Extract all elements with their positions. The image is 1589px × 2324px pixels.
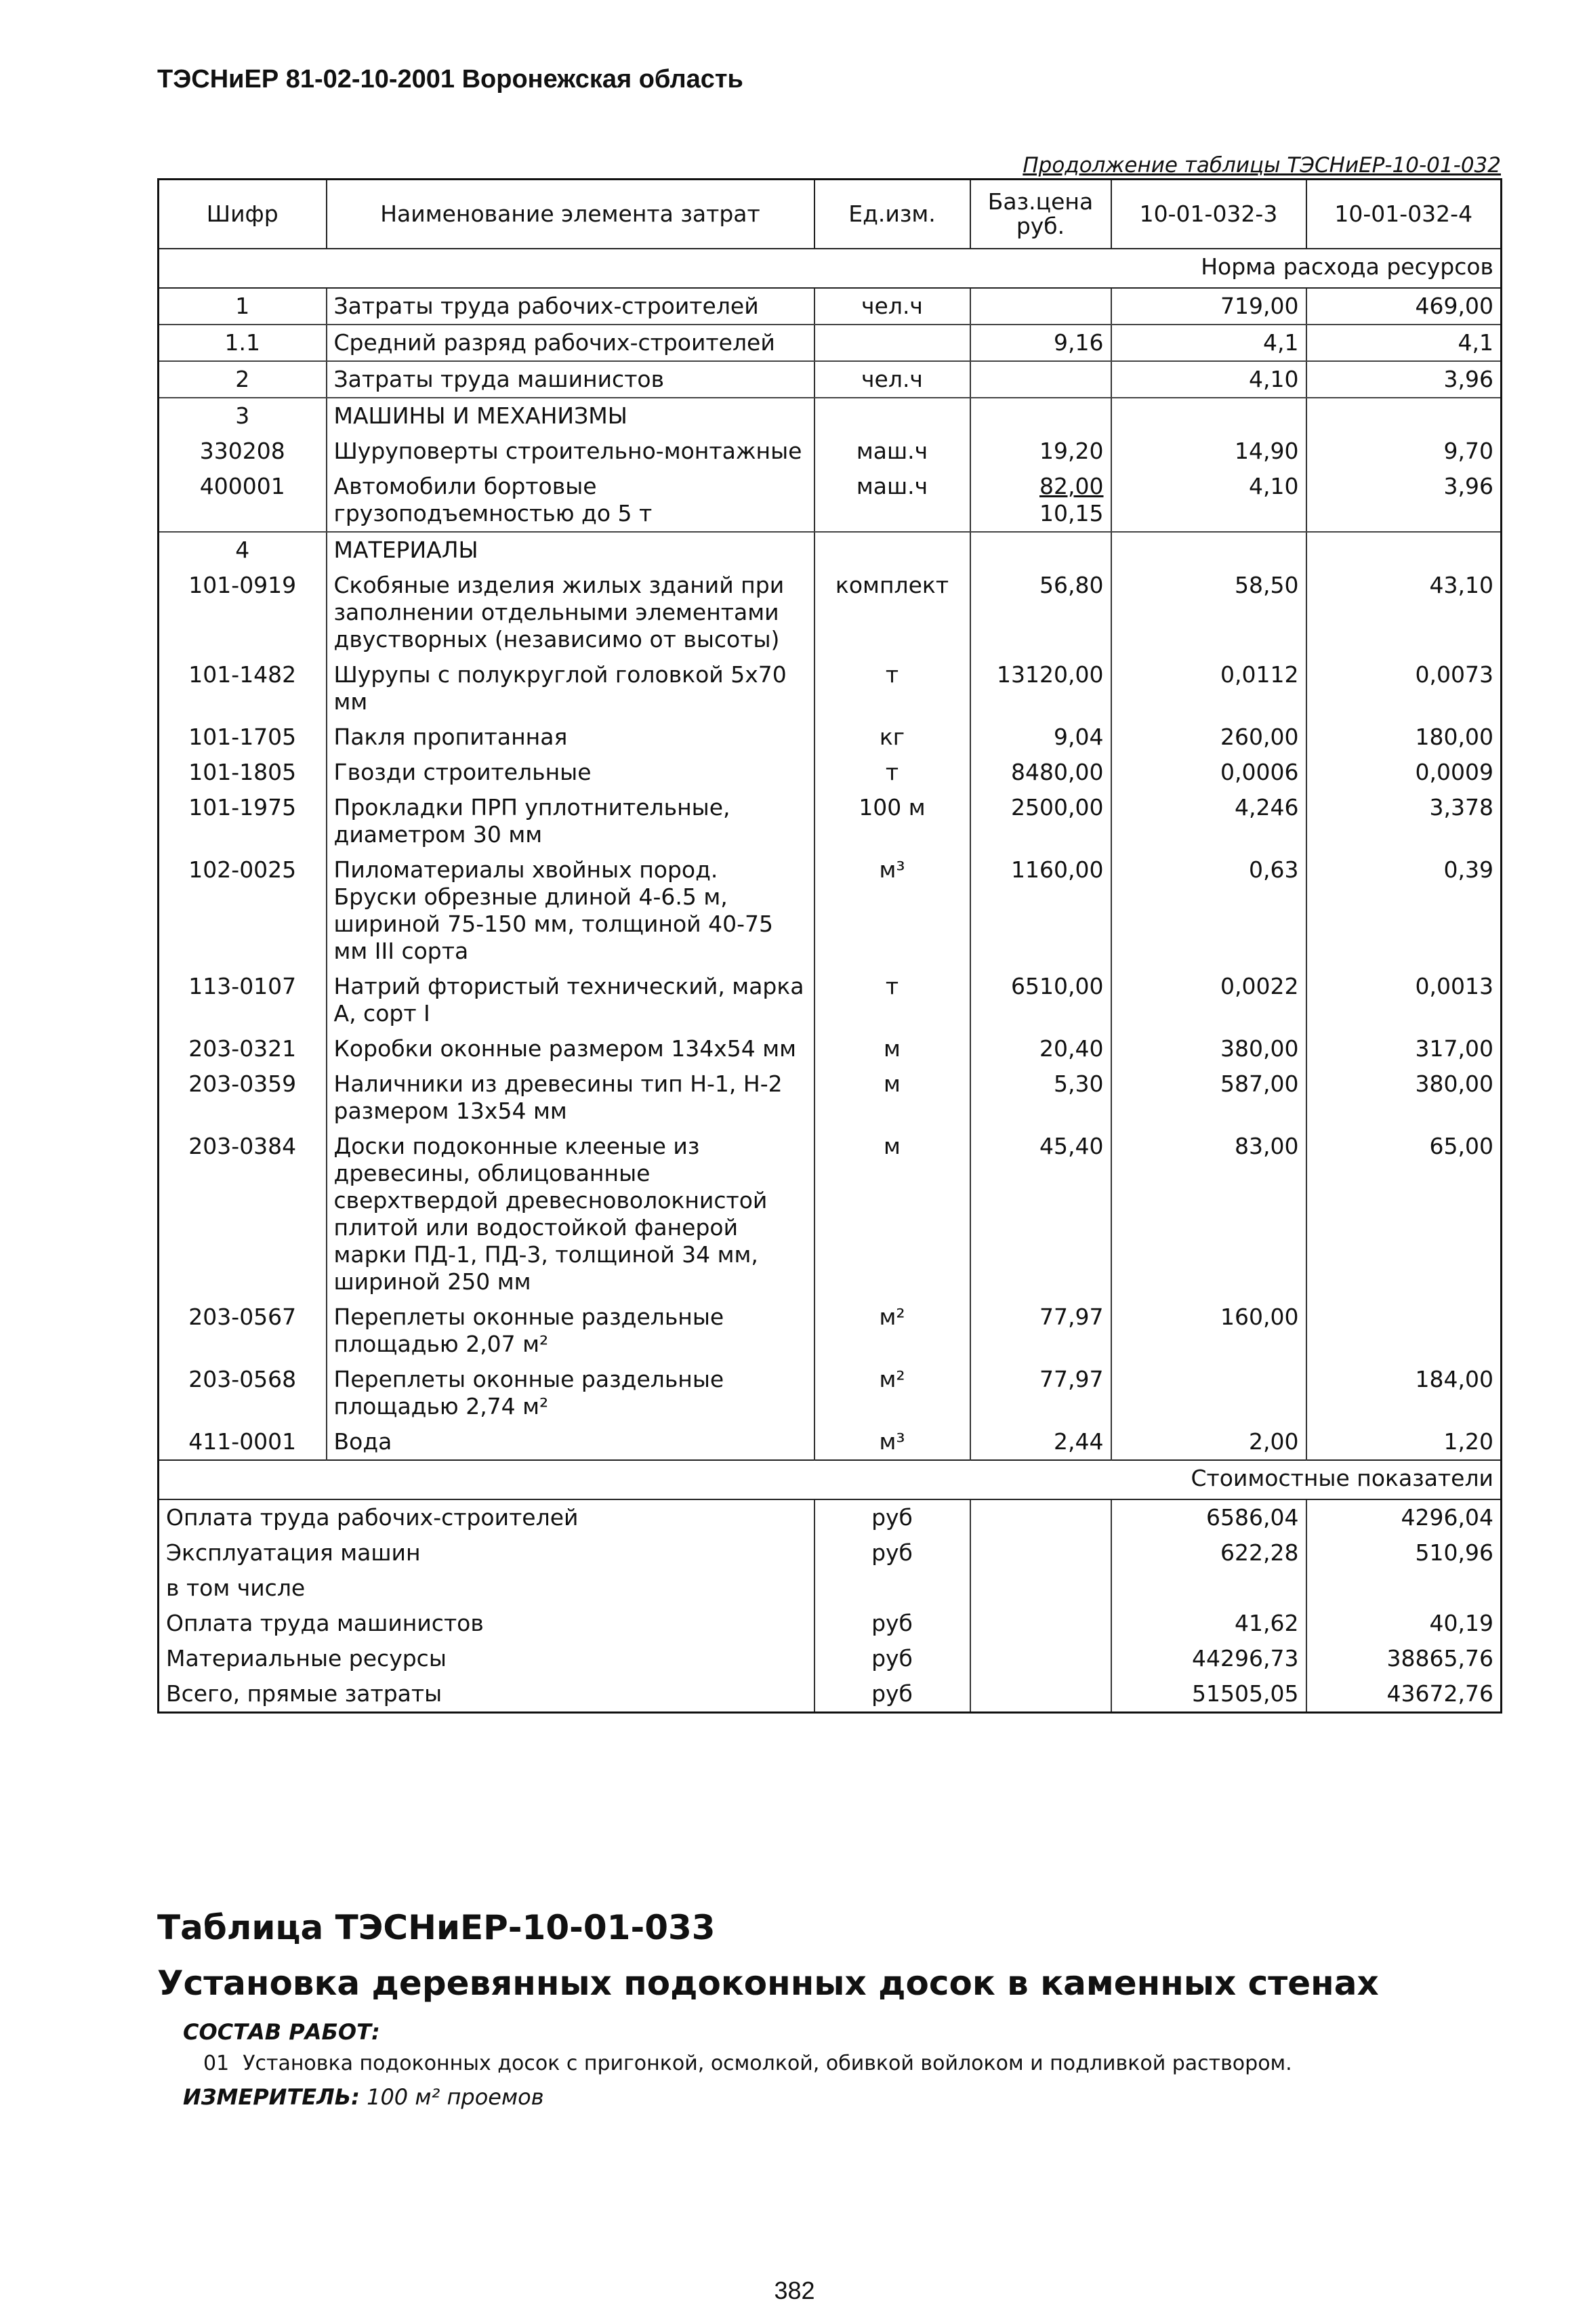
row-value-032-3: 0,0112 (1111, 657, 1306, 720)
row-base-price: 77,97 (970, 1300, 1111, 1362)
row-unit: м³ (814, 1424, 970, 1460)
row-name: Наличники из древесины тип Н-1, Н-2 размером 13х54 мм (327, 1066, 814, 1129)
col-header-code: Шифр (159, 180, 327, 249)
row-unit: кг (814, 720, 970, 755)
row-value-032-4: 9,70 (1306, 434, 1502, 469)
row-value-032-4: 0,0073 (1306, 657, 1502, 720)
row-base-price: 6510,00 (970, 969, 1111, 1031)
work-item-text: Установка подоконных досок с пригонкой, осмолкой, обивкой войлоком и подливкой раствором. (243, 2052, 1292, 2075)
row-code: 102-0025 (159, 852, 327, 969)
total-value-032-3: 44296,73 (1111, 1641, 1306, 1676)
total-unit: руб (814, 1606, 970, 1641)
row-value-032-3: 0,0006 (1111, 755, 1306, 790)
table-row (159, 288, 1502, 325)
total-value-032-3: 622,28 (1111, 1535, 1306, 1571)
row-unit: 100 м (814, 790, 970, 852)
row-value-032-4 (1306, 532, 1502, 568)
row-value-032-4: 184,00 (1306, 1362, 1502, 1424)
row-unit: т (814, 755, 970, 790)
row-unit: м² (814, 1362, 970, 1424)
total-unit: руб (814, 1499, 970, 1535)
row-name: Пакля пропитанная (327, 720, 814, 755)
row-code: 203-0359 (159, 1066, 327, 1129)
table-row (159, 755, 1502, 790)
row-unit: чел.ч (814, 361, 970, 398)
row-name: Переплеты оконные раздельные площадью 2,74 м² (327, 1362, 814, 1424)
total-label: Оплата труда машинистов (159, 1606, 814, 1641)
row-unit: маш.ч (814, 434, 970, 469)
total-value-032-3 (1111, 1571, 1306, 1606)
meter-line (183, 2084, 544, 2110)
row-base-price (970, 469, 1111, 532)
row-value-032-4: 469,00 (1306, 288, 1502, 325)
row-base-price: 1160,00 (970, 852, 1111, 969)
row-code: 101-1805 (159, 755, 327, 790)
row-base-price: 45,40 (970, 1129, 1111, 1300)
table-continuation-note: Продолжение таблицы ТЭСНиЕР-10-01-032 (1023, 153, 1501, 178)
total-row (159, 1606, 1502, 1641)
row-unit: м (814, 1031, 970, 1066)
row-unit: м² (814, 1300, 970, 1362)
row-value-032-3: 58,50 (1111, 568, 1306, 657)
row-value-032-4 (1306, 398, 1502, 434)
row-unit: комплект (814, 568, 970, 657)
table-row (159, 1066, 1502, 1129)
total-value-032-3: 51505,05 (1111, 1676, 1306, 1713)
row-base-price: 77,97 (970, 1362, 1111, 1424)
row-code: 330208 (159, 434, 327, 469)
row-unit: т (814, 657, 970, 720)
row-name: Вода (327, 1424, 814, 1460)
total-unit (814, 1571, 970, 1606)
norm-band-row (159, 249, 1502, 288)
row-unit (814, 325, 970, 361)
table-row (159, 1129, 1502, 1300)
col-header-032-3: 10-01-032-3 (1111, 180, 1306, 249)
col-header-name: Наименование элемента затрат (327, 180, 814, 249)
table-header-row (159, 180, 1502, 249)
row-value-032-4: 3,378 (1306, 790, 1502, 852)
total-empty (970, 1641, 1111, 1676)
total-empty (970, 1606, 1111, 1641)
total-label: Эксплуатация машин (159, 1535, 814, 1571)
row-value-032-4: 0,0009 (1306, 755, 1502, 790)
row-base-price: 56,80 (970, 568, 1111, 657)
row-base-price: 9,04 (970, 720, 1111, 755)
cost-band-row (159, 1460, 1502, 1499)
row-base-price-2: 10,15 (1039, 500, 1104, 526)
total-value-032-4: 38865,76 (1306, 1641, 1502, 1676)
row-base-price: 19,20 (970, 434, 1111, 469)
row-value-032-4: 43,10 (1306, 568, 1502, 657)
row-base-price: 20,40 (970, 1031, 1111, 1066)
total-row (159, 1499, 1502, 1535)
total-value-032-4: 43672,76 (1306, 1676, 1502, 1713)
next-table-title: Таблица ТЭСНиЕР-10-01-033 (157, 1908, 716, 1947)
total-unit: руб (814, 1535, 970, 1571)
table-body (159, 249, 1502, 1713)
row-code: 3 (159, 398, 327, 434)
total-value-032-4: 40,19 (1306, 1606, 1502, 1641)
table-row (159, 568, 1502, 657)
total-label: Оплата труда рабочих-строителей (159, 1499, 814, 1535)
row-name: Доски подоконные клееные из древесины, облицованные сверхтвердой древесноволокнистой плитой или водостойкой фанерой марки ПД-1, ПД-3, толщиной 34 мм, шириной 250 мм (327, 1129, 814, 1300)
table-row (159, 1031, 1502, 1066)
row-value-032-3: 2,00 (1111, 1424, 1306, 1460)
row-value-032-3: 587,00 (1111, 1066, 1306, 1129)
row-value-032-4: 317,00 (1306, 1031, 1502, 1066)
row-name: МАШИНЫ И МЕХАНИЗМЫ (327, 398, 814, 434)
row-name: Шуруповерты строительно-монтажные (327, 434, 814, 469)
row-value-032-3: 719,00 (1111, 288, 1306, 325)
total-unit: руб (814, 1676, 970, 1713)
row-name: Затраты труда рабочих-строителей (327, 288, 814, 325)
page-header: ТЭСНиЕР 81-02-10-2001 Воронежская область (157, 65, 743, 94)
col-header-032-4: 10-01-032-4 (1306, 180, 1502, 249)
row-unit: м³ (814, 852, 970, 969)
row-unit: м (814, 1129, 970, 1300)
row-name: Натрий фтористый технический, марка А, сорт I (327, 969, 814, 1031)
row-base-price: 2,44 (970, 1424, 1111, 1460)
total-label: Всего, прямые затраты (159, 1676, 814, 1713)
row-value-032-3 (1111, 398, 1306, 434)
row-value-032-4: 1,20 (1306, 1424, 1502, 1460)
table-row (159, 1424, 1502, 1460)
row-unit (814, 398, 970, 434)
row-base-price: 8480,00 (970, 755, 1111, 790)
table-row (159, 361, 1502, 398)
row-name: Скобяные изделия жилых зданий при заполнении отдельными элементами двустворных (независимо от высоты) (327, 568, 814, 657)
total-empty (970, 1676, 1111, 1713)
row-code: 400001 (159, 469, 327, 532)
row-unit: чел.ч (814, 288, 970, 325)
row-base-price (970, 288, 1111, 325)
total-empty (970, 1499, 1111, 1535)
row-value-032-4: 380,00 (1306, 1066, 1502, 1129)
row-base-price: 13120,00 (970, 657, 1111, 720)
total-value-032-4: 510,96 (1306, 1535, 1502, 1571)
total-label: Материальные ресурсы (159, 1641, 814, 1676)
row-value-032-3: 14,90 (1111, 434, 1306, 469)
row-value-032-4: 0,0013 (1306, 969, 1502, 1031)
total-value-032-3: 6586,04 (1111, 1499, 1306, 1535)
row-value-032-3: 83,00 (1111, 1129, 1306, 1300)
row-name: Шурупы с полукруглой головкой 5х70 мм (327, 657, 814, 720)
row-value-032-4 (1306, 1300, 1502, 1362)
row-value-032-3: 160,00 (1111, 1300, 1306, 1362)
row-value-032-3 (1111, 1362, 1306, 1424)
total-unit: руб (814, 1641, 970, 1676)
table-row (159, 398, 1502, 434)
resource-table (157, 178, 1502, 1714)
row-unit: маш.ч (814, 469, 970, 532)
row-value-032-3 (1111, 532, 1306, 568)
row-code: 101-1975 (159, 790, 327, 852)
row-base-price-1: 82,00 (1039, 473, 1104, 499)
composition-label: СОСТАВ РАБОТ: (183, 2019, 380, 2045)
row-value-032-3: 380,00 (1111, 1031, 1306, 1066)
total-row (159, 1676, 1502, 1713)
table-row (159, 720, 1502, 755)
total-row (159, 1535, 1502, 1571)
row-value-032-4: 4,1 (1306, 325, 1502, 361)
table-row (159, 325, 1502, 361)
row-unit: м (814, 1066, 970, 1129)
work-item (203, 2052, 1292, 2075)
row-value-032-3: 4,10 (1111, 361, 1306, 398)
row-code: 1 (159, 288, 327, 325)
row-name: Пиломатериалы хвойных пород. Бруски обрезные длиной 4-6.5 м, шириной 75-150 мм, толщиной 40-75 мм III сорта (327, 852, 814, 969)
col-header-base-price: Баз.цена руб. (970, 180, 1111, 249)
next-table-subtitle: Установка деревянных подоконных досок в каменных стенах (157, 1964, 1379, 2003)
row-name: Гвозди строительные (327, 755, 814, 790)
row-value-032-3: 4,10 (1111, 469, 1306, 532)
row-name: Прокладки ПРП уплотнительные, диаметром 30 мм (327, 790, 814, 852)
row-code: 203-0384 (159, 1129, 327, 1300)
total-empty (970, 1535, 1111, 1571)
meter-value: 100 м² проемов (367, 2084, 544, 2110)
row-base-price (970, 532, 1111, 568)
row-name: Средний разряд рабочих-строителей (327, 325, 814, 361)
total-value-032-4: 4296,04 (1306, 1499, 1502, 1535)
work-item-number: 01 (203, 2052, 230, 2075)
table-row (159, 790, 1502, 852)
row-base-price (970, 398, 1111, 434)
row-code: 203-0567 (159, 1300, 327, 1362)
row-name: МАТЕРИАЛЫ (327, 532, 814, 568)
row-value-032-3: 260,00 (1111, 720, 1306, 755)
row-value-032-3: 4,1 (1111, 325, 1306, 361)
total-label: в том числе (159, 1571, 814, 1606)
row-name: Автомобили бортовые грузоподъемностью до 5 т (327, 469, 814, 532)
row-code: 101-0919 (159, 568, 327, 657)
table-row (159, 657, 1502, 720)
row-code: 113-0107 (159, 969, 327, 1031)
table-row (159, 469, 1502, 532)
row-value-032-4: 3,96 (1306, 469, 1502, 532)
row-code: 203-0321 (159, 1031, 327, 1066)
total-value-032-3: 41,62 (1111, 1606, 1306, 1641)
row-value-032-4: 3,96 (1306, 361, 1502, 398)
total-row (159, 1571, 1502, 1606)
table-row (159, 1300, 1502, 1362)
row-name: Переплеты оконные раздельные площадью 2,07 м² (327, 1300, 814, 1362)
row-value-032-4: 0,39 (1306, 852, 1502, 969)
row-code: 101-1705 (159, 720, 327, 755)
total-row (159, 1641, 1502, 1676)
row-base-price: 2500,00 (970, 790, 1111, 852)
row-value-032-3: 4,246 (1111, 790, 1306, 852)
total-value-032-4 (1306, 1571, 1502, 1606)
row-value-032-3: 0,63 (1111, 852, 1306, 969)
row-code: 101-1482 (159, 657, 327, 720)
col-header-unit: Ед.изм. (814, 180, 970, 249)
row-unit: т (814, 969, 970, 1031)
table-row (159, 532, 1502, 568)
row-value-032-3: 0,0022 (1111, 969, 1306, 1031)
table-row (159, 852, 1502, 969)
row-code: 411-0001 (159, 1424, 327, 1460)
total-empty (970, 1571, 1111, 1606)
table-row (159, 969, 1502, 1031)
norm-band-label: Норма расхода ресурсов (159, 249, 1502, 288)
cost-band-label: Стоимостные показатели (159, 1460, 1502, 1499)
table-row (159, 1362, 1502, 1424)
row-base-price: 9,16 (970, 325, 1111, 361)
table-row (159, 434, 1502, 469)
row-code: 2 (159, 361, 327, 398)
row-value-032-4: 65,00 (1306, 1129, 1502, 1300)
row-unit (814, 532, 970, 568)
row-value-032-4: 180,00 (1306, 720, 1502, 755)
row-name: Коробки оконные размером 134х54 мм (327, 1031, 814, 1066)
row-name: Затраты труда машинистов (327, 361, 814, 398)
page-number: 382 (774, 2277, 815, 2304)
row-base-price: 5,30 (970, 1066, 1111, 1129)
meter-label: ИЗМЕРИТЕЛЬ: (183, 2084, 360, 2110)
row-code: 4 (159, 532, 327, 568)
row-code: 203-0568 (159, 1362, 327, 1424)
row-code: 1.1 (159, 325, 327, 361)
row-base-price (970, 361, 1111, 398)
